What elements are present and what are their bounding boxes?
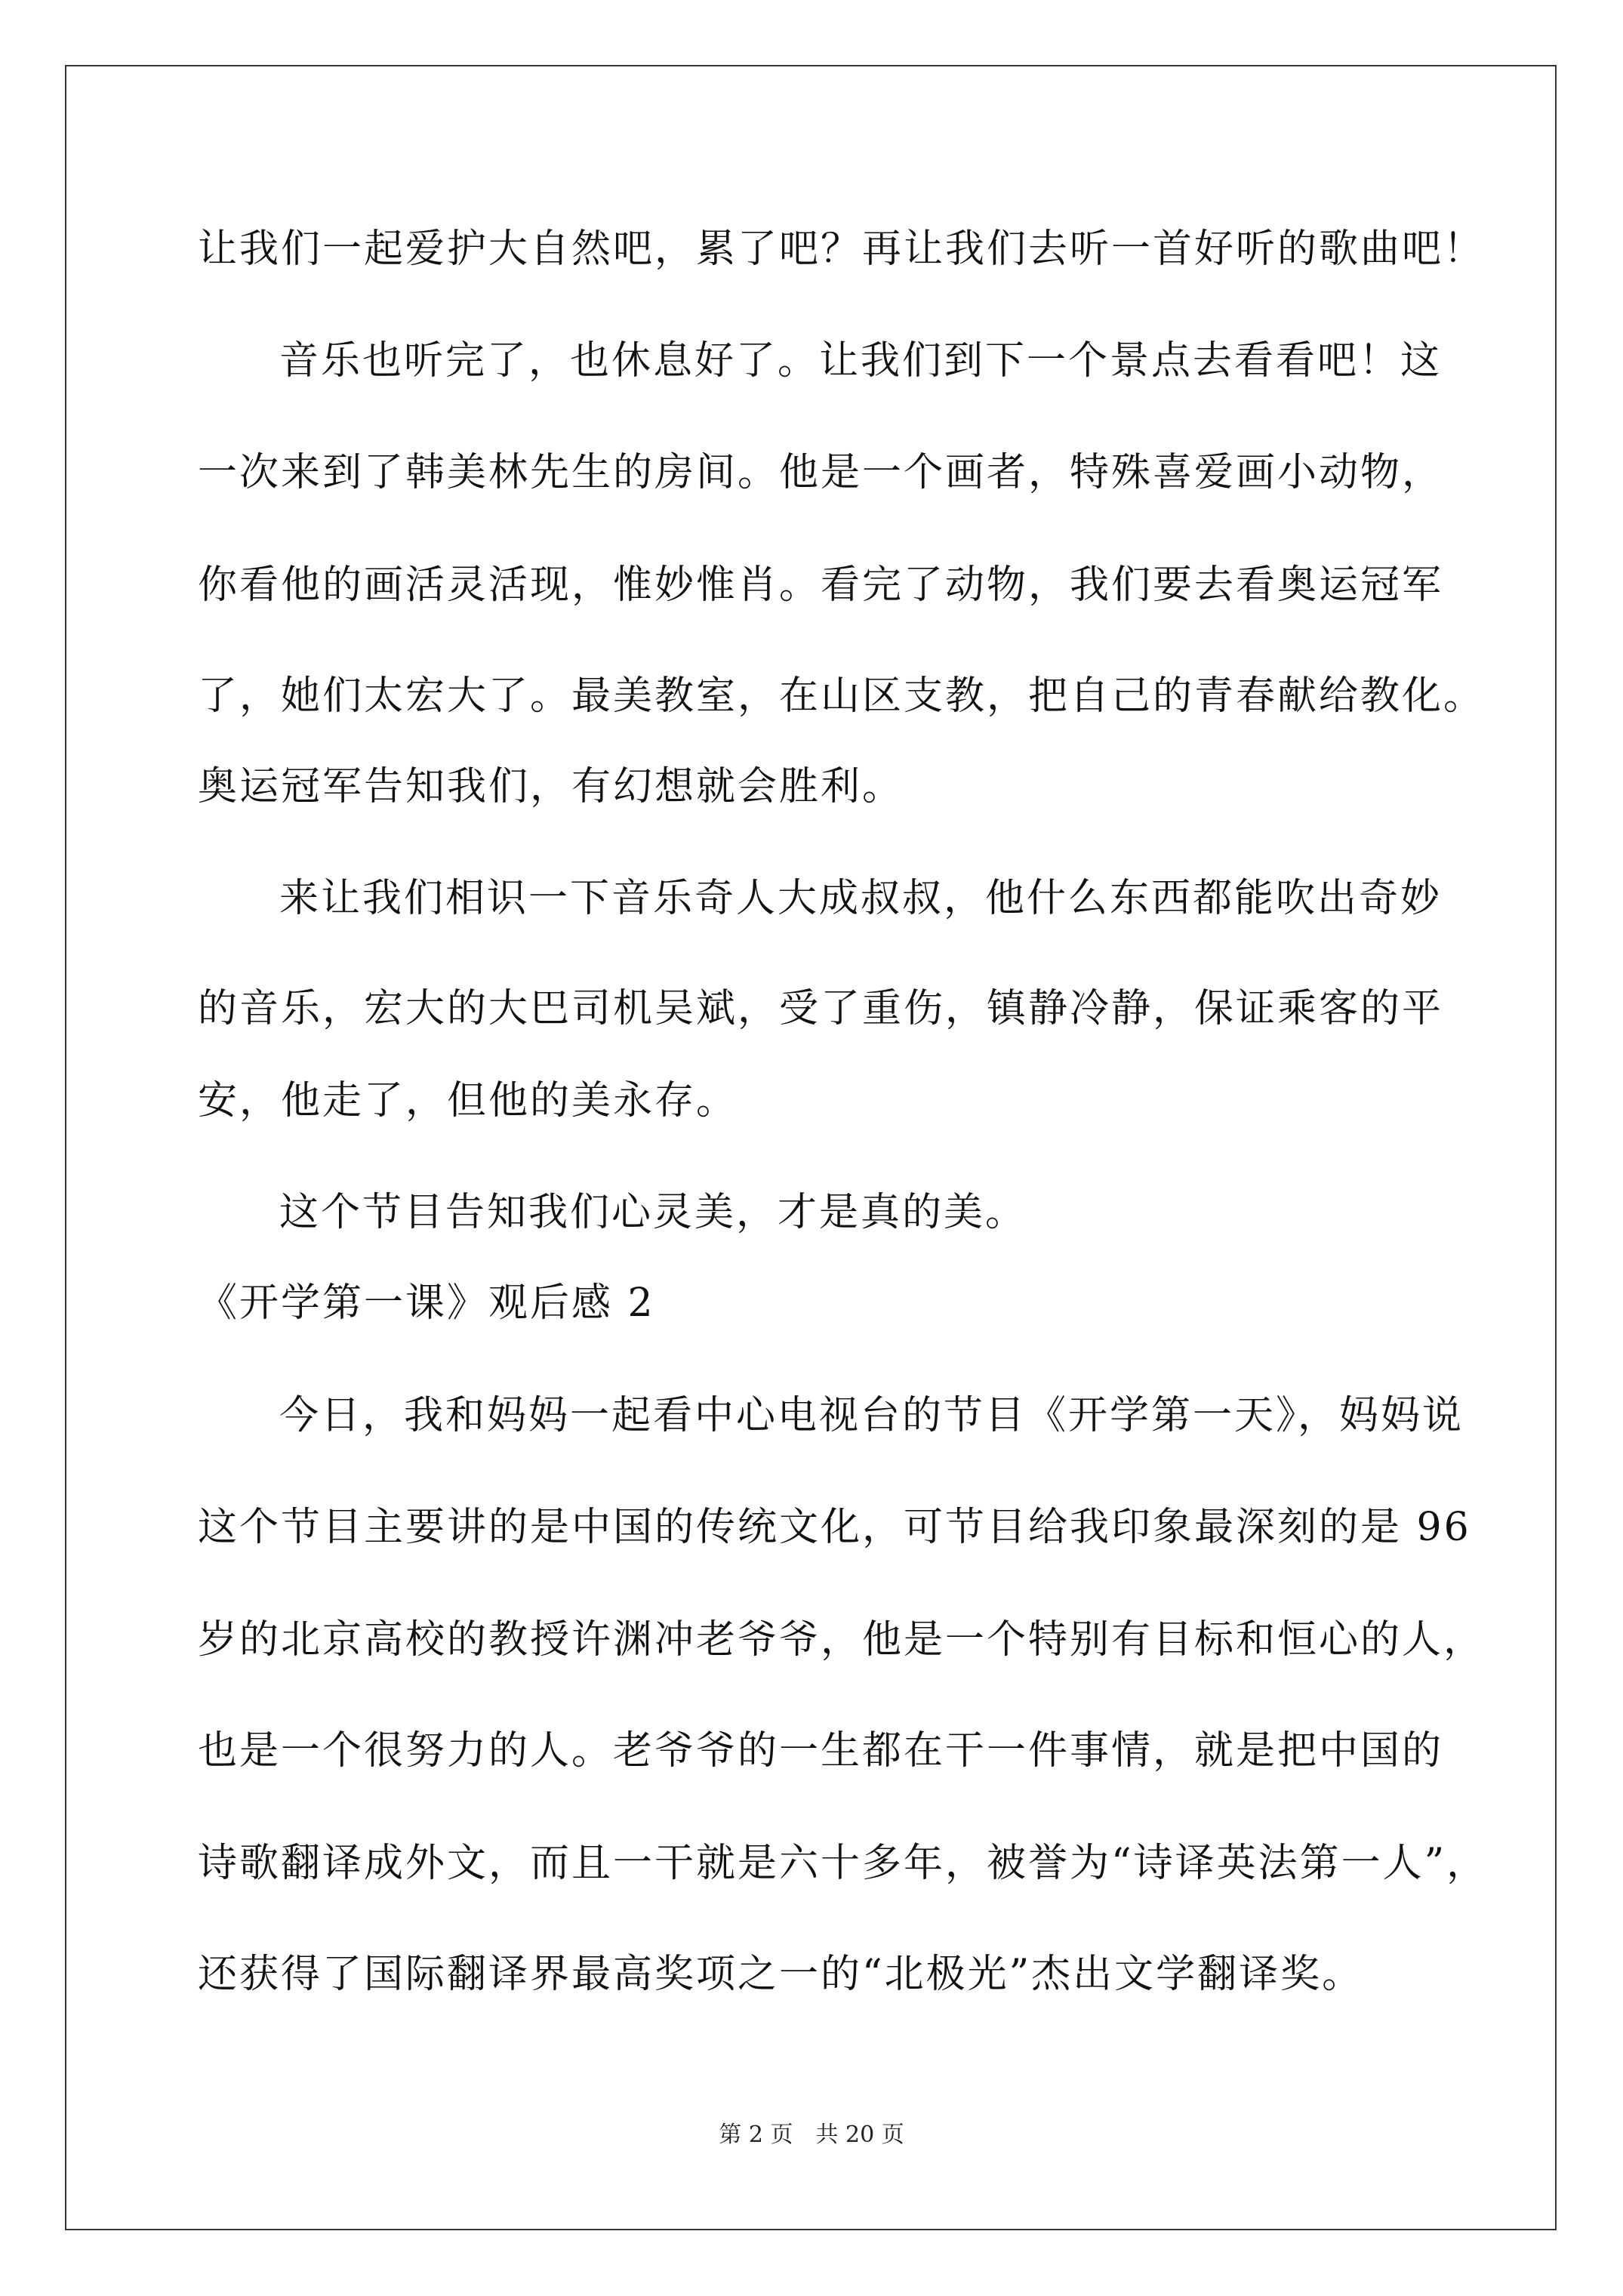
text-line: 诗歌翻译成外文，而且一干就是六十多年，被誉为“诗译英法第一人”， xyxy=(198,1841,1489,1886)
text-line: 今日，我和妈妈一起看中心电视台的节目《开学第一天》，妈妈说 xyxy=(279,1393,1464,1438)
text-line: 安，他走了，但他的美永存。 xyxy=(198,1078,738,1123)
text-line: 也是一个很努力的人。老爷爷的一生都在干一件事情，就是把中国的 xyxy=(198,1728,1444,1774)
text-line: 了，她们太宏大了。最美教室，在山区支教，把自己的青春献给教化。 xyxy=(198,673,1486,719)
text-line: 音乐也听完了，也休息好了。让我们到下一个景点去看看吧！这 xyxy=(279,338,1443,384)
text-line: 岁的北京高校的教授许渊冲老爷爷，他是一个特别有目标和恒心的人， xyxy=(198,1617,1486,1663)
text-line: 来让我们相识一下音乐奇人大成叔叔，他什么东西都能吹出奇妙 xyxy=(279,876,1443,921)
text-line: 还获得了国际翻译界最高奖项之一的“北极光”杰出文学翻译奖。 xyxy=(198,1952,1364,1997)
page-number: 第 2 页 共 20 页 xyxy=(719,2122,904,2148)
text-line: 一次来到了韩美林先生的房间。他是一个画者，特殊喜爱画小动物， xyxy=(198,450,1444,495)
text-line: 你看他的画活灵活现，惟妙惟肖。看完了动物，我们要去看奥运冠军 xyxy=(198,562,1444,608)
page-border xyxy=(65,65,1557,2230)
text-line: 这个节目主要讲的是中国的传统文化，可节目给我印象最深刻的是 96 xyxy=(198,1505,1471,1550)
text-line: 让我们一起爱护大自然吧，累了吧？再让我们去听一首好听的歌曲吧！ xyxy=(198,227,1486,272)
text-line: 的音乐，宏大的大巴司机吴斌，受了重伤，镇静冷静，保证乘客的平 xyxy=(198,986,1444,1031)
text-line: 这个节目告知我们心灵美，才是真的美。 xyxy=(279,1190,1027,1235)
text-line: 奥运冠军告知我们，有幻想就会胜利。 xyxy=(198,764,904,809)
section-heading: 《开学第一课》观后感 2 xyxy=(198,1281,655,1326)
